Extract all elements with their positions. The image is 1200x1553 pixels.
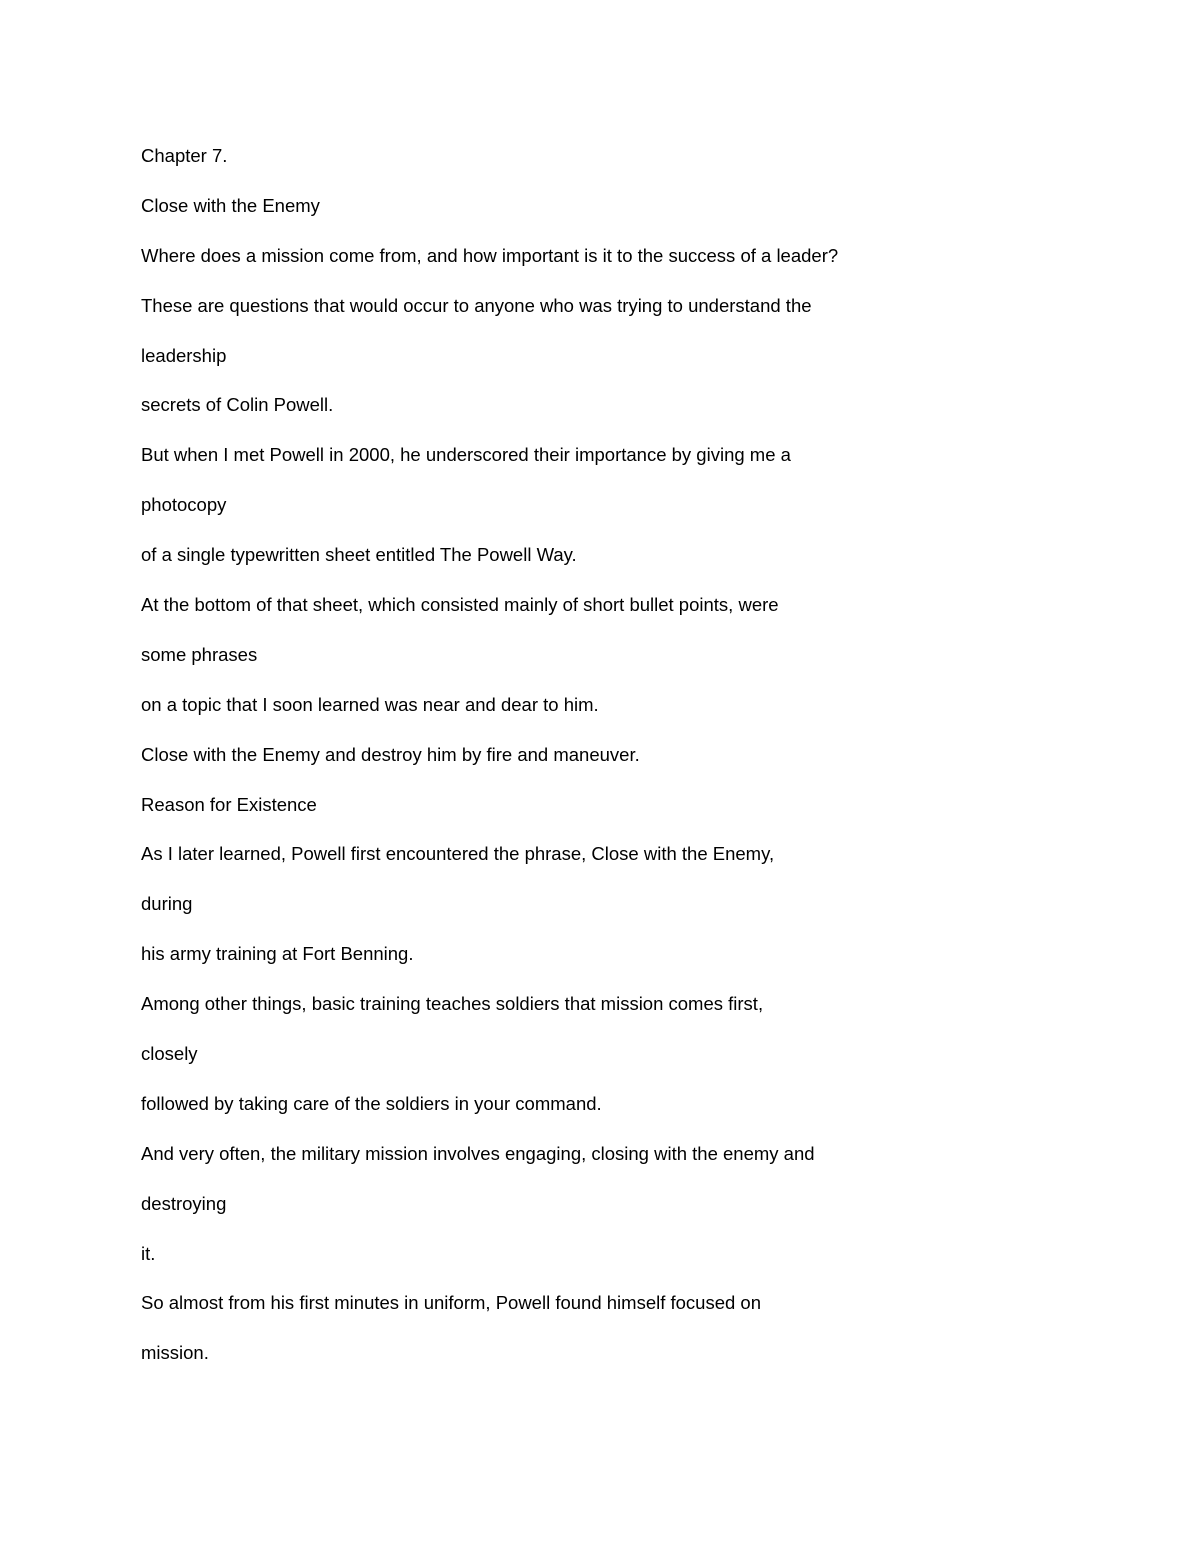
text-line: his army training at Fort Benning.	[141, 943, 414, 965]
chapter-title: Close with the Enemy	[141, 194, 320, 216]
text-line: of a single typewritten sheet entitled The Powell Way.	[141, 544, 577, 566]
section-heading: Reason for Existence	[141, 793, 317, 815]
text-line: mission.	[141, 1342, 209, 1364]
text-line: These are questions that would occur to anyone who was trying to understand the	[141, 294, 812, 316]
text-line: closely	[141, 1043, 198, 1065]
text-line: photocopy	[141, 494, 227, 516]
text-line: Close with the Enemy and destroy him by fire and maneuver.	[141, 743, 640, 765]
text-line: destroying	[141, 1192, 227, 1214]
document-body	[141, 143, 1061, 1390]
text-line: during	[141, 893, 193, 915]
text-line: As I later learned, Powell first encountered the phrase, Close with the Enemy,	[141, 843, 775, 865]
text-line: So almost from his first minutes in uniform, Powell found himself focused on	[141, 1292, 762, 1314]
text-line: leadership	[141, 344, 227, 366]
text-line: At the bottom of that sheet, which consisted mainly of short bullet points, were	[141, 594, 779, 616]
text-line: And very often, the military mission involves engaging, closing with the enemy and	[141, 1142, 815, 1164]
text-line: Where does a mission come from, and how important is it to the success of a leader?	[141, 244, 839, 266]
text-line: some phrases	[141, 643, 258, 665]
text-line: But when I met Powell in 2000, he underscored their importance by giving me a	[141, 444, 791, 466]
text-line: it.	[141, 1242, 156, 1264]
text-line: on a topic that I soon learned was near and dear to him.	[141, 693, 599, 715]
text-line: Among other things, basic training teaches soldiers that mission comes first,	[141, 993, 764, 1015]
text-line: secrets of Colin Powell.	[141, 394, 334, 416]
chapter-number: Chapter 7.	[141, 145, 228, 166]
text-line: followed by taking care of the soldiers in your command.	[141, 1092, 602, 1114]
